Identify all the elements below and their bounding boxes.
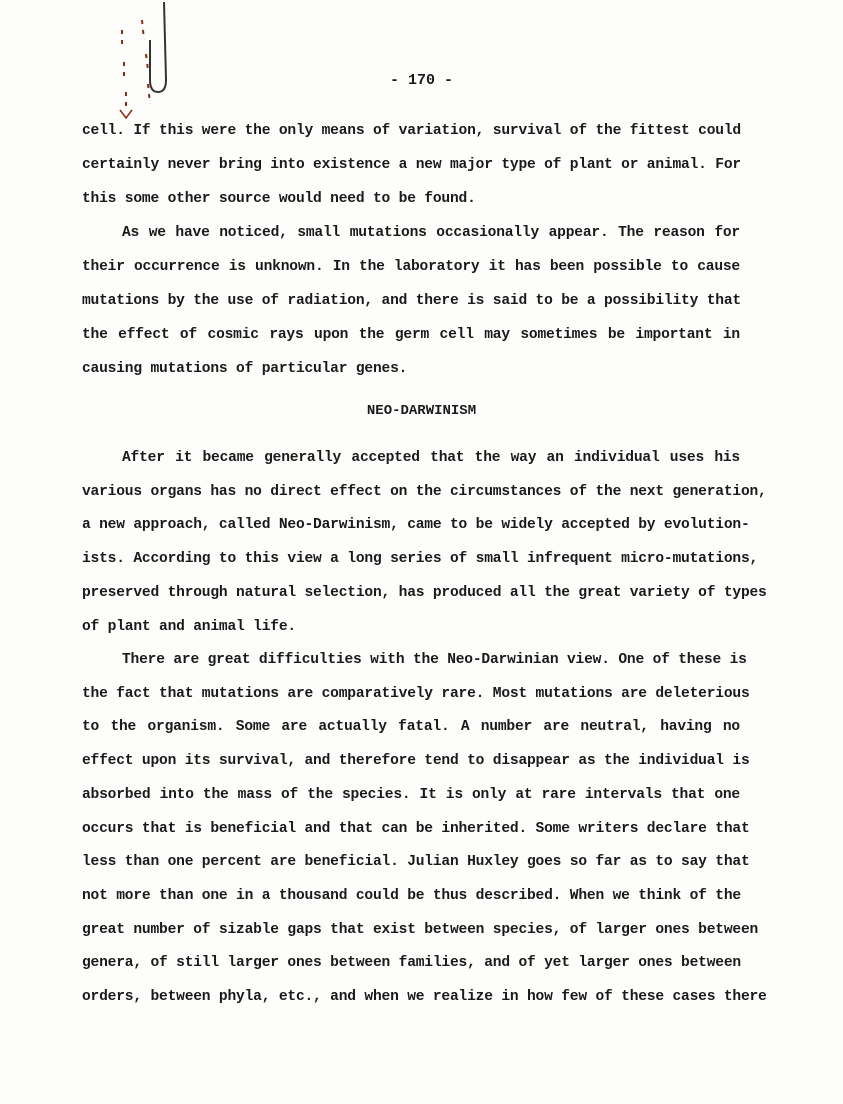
text-line: preserved through natural selection, has produced all the great variety of types [82, 585, 767, 601]
text-line: mutations by the use of radiation, and there is said to be a possibility that [82, 293, 741, 309]
text-line: a new approach, called Neo-Darwinism, came to be widely accepted by evolution- [82, 517, 750, 533]
text-line: various organs has no direct effect on the circumstances of the next generation, [82, 484, 767, 500]
text-line: ists. According to this view a long series of small infrequent micro-mutations, [82, 551, 759, 567]
text-line: After it became generally accepted that the way an individual uses his [122, 450, 740, 466]
text-line: the effect of cosmic rays upon the germ cell may sometimes be important in [82, 327, 740, 343]
text-line: the fact that mutations are comparatively rare. Most mutations are deleterious [82, 686, 750, 702]
paperclip-mark-icon [112, 0, 182, 120]
page-number: - 170 - [389, 72, 453, 89]
text-line: occurs that is beneficial and that can be inherited. Some writers declare that [82, 821, 750, 837]
text-line: cell. If this were the only means of variation, survival of the fittest could [82, 123, 741, 139]
text-line: There are great difficulties with the Neo-Darwinian view. One of these is [122, 652, 747, 668]
text-line: absorbed into the mass of the species. It is only at rare intervals that one [82, 787, 740, 803]
text-line: causing mutations of particular genes. [82, 361, 408, 377]
text-line: orders, between phyla, etc., and when we realize in how few of these cases there [82, 989, 767, 1005]
text-line: less than one percent are beneficial. Julian Huxley goes so far as to say that [82, 854, 750, 870]
text-line: genera, of still larger ones between families, and of yet larger ones between [82, 955, 741, 971]
text-line: great number of sizable gaps that exist between species, of larger ones between [82, 922, 759, 938]
text-line: certainly never bring into existence a new major type of plant or animal. For [82, 157, 741, 173]
text-line: this some other source would need to be found. [82, 191, 476, 207]
text-line: not more than one in a thousand could be thus described. When we think of the [82, 888, 741, 904]
text-line: to the organism. Some are actually fatal. A number are neutral, having no [82, 719, 740, 735]
text-line: their occurrence is unknown. In the laboratory it has been possible to cause [82, 259, 740, 275]
section-heading: NEO-DARWINISM [366, 403, 477, 419]
text-line: effect upon its survival, and therefore tend to disappear as the individual is [82, 753, 750, 769]
text-line: As we have noticed, small mutations occasionally appear. The reason for [122, 225, 740, 241]
text-line: of plant and animal life. [82, 619, 296, 635]
